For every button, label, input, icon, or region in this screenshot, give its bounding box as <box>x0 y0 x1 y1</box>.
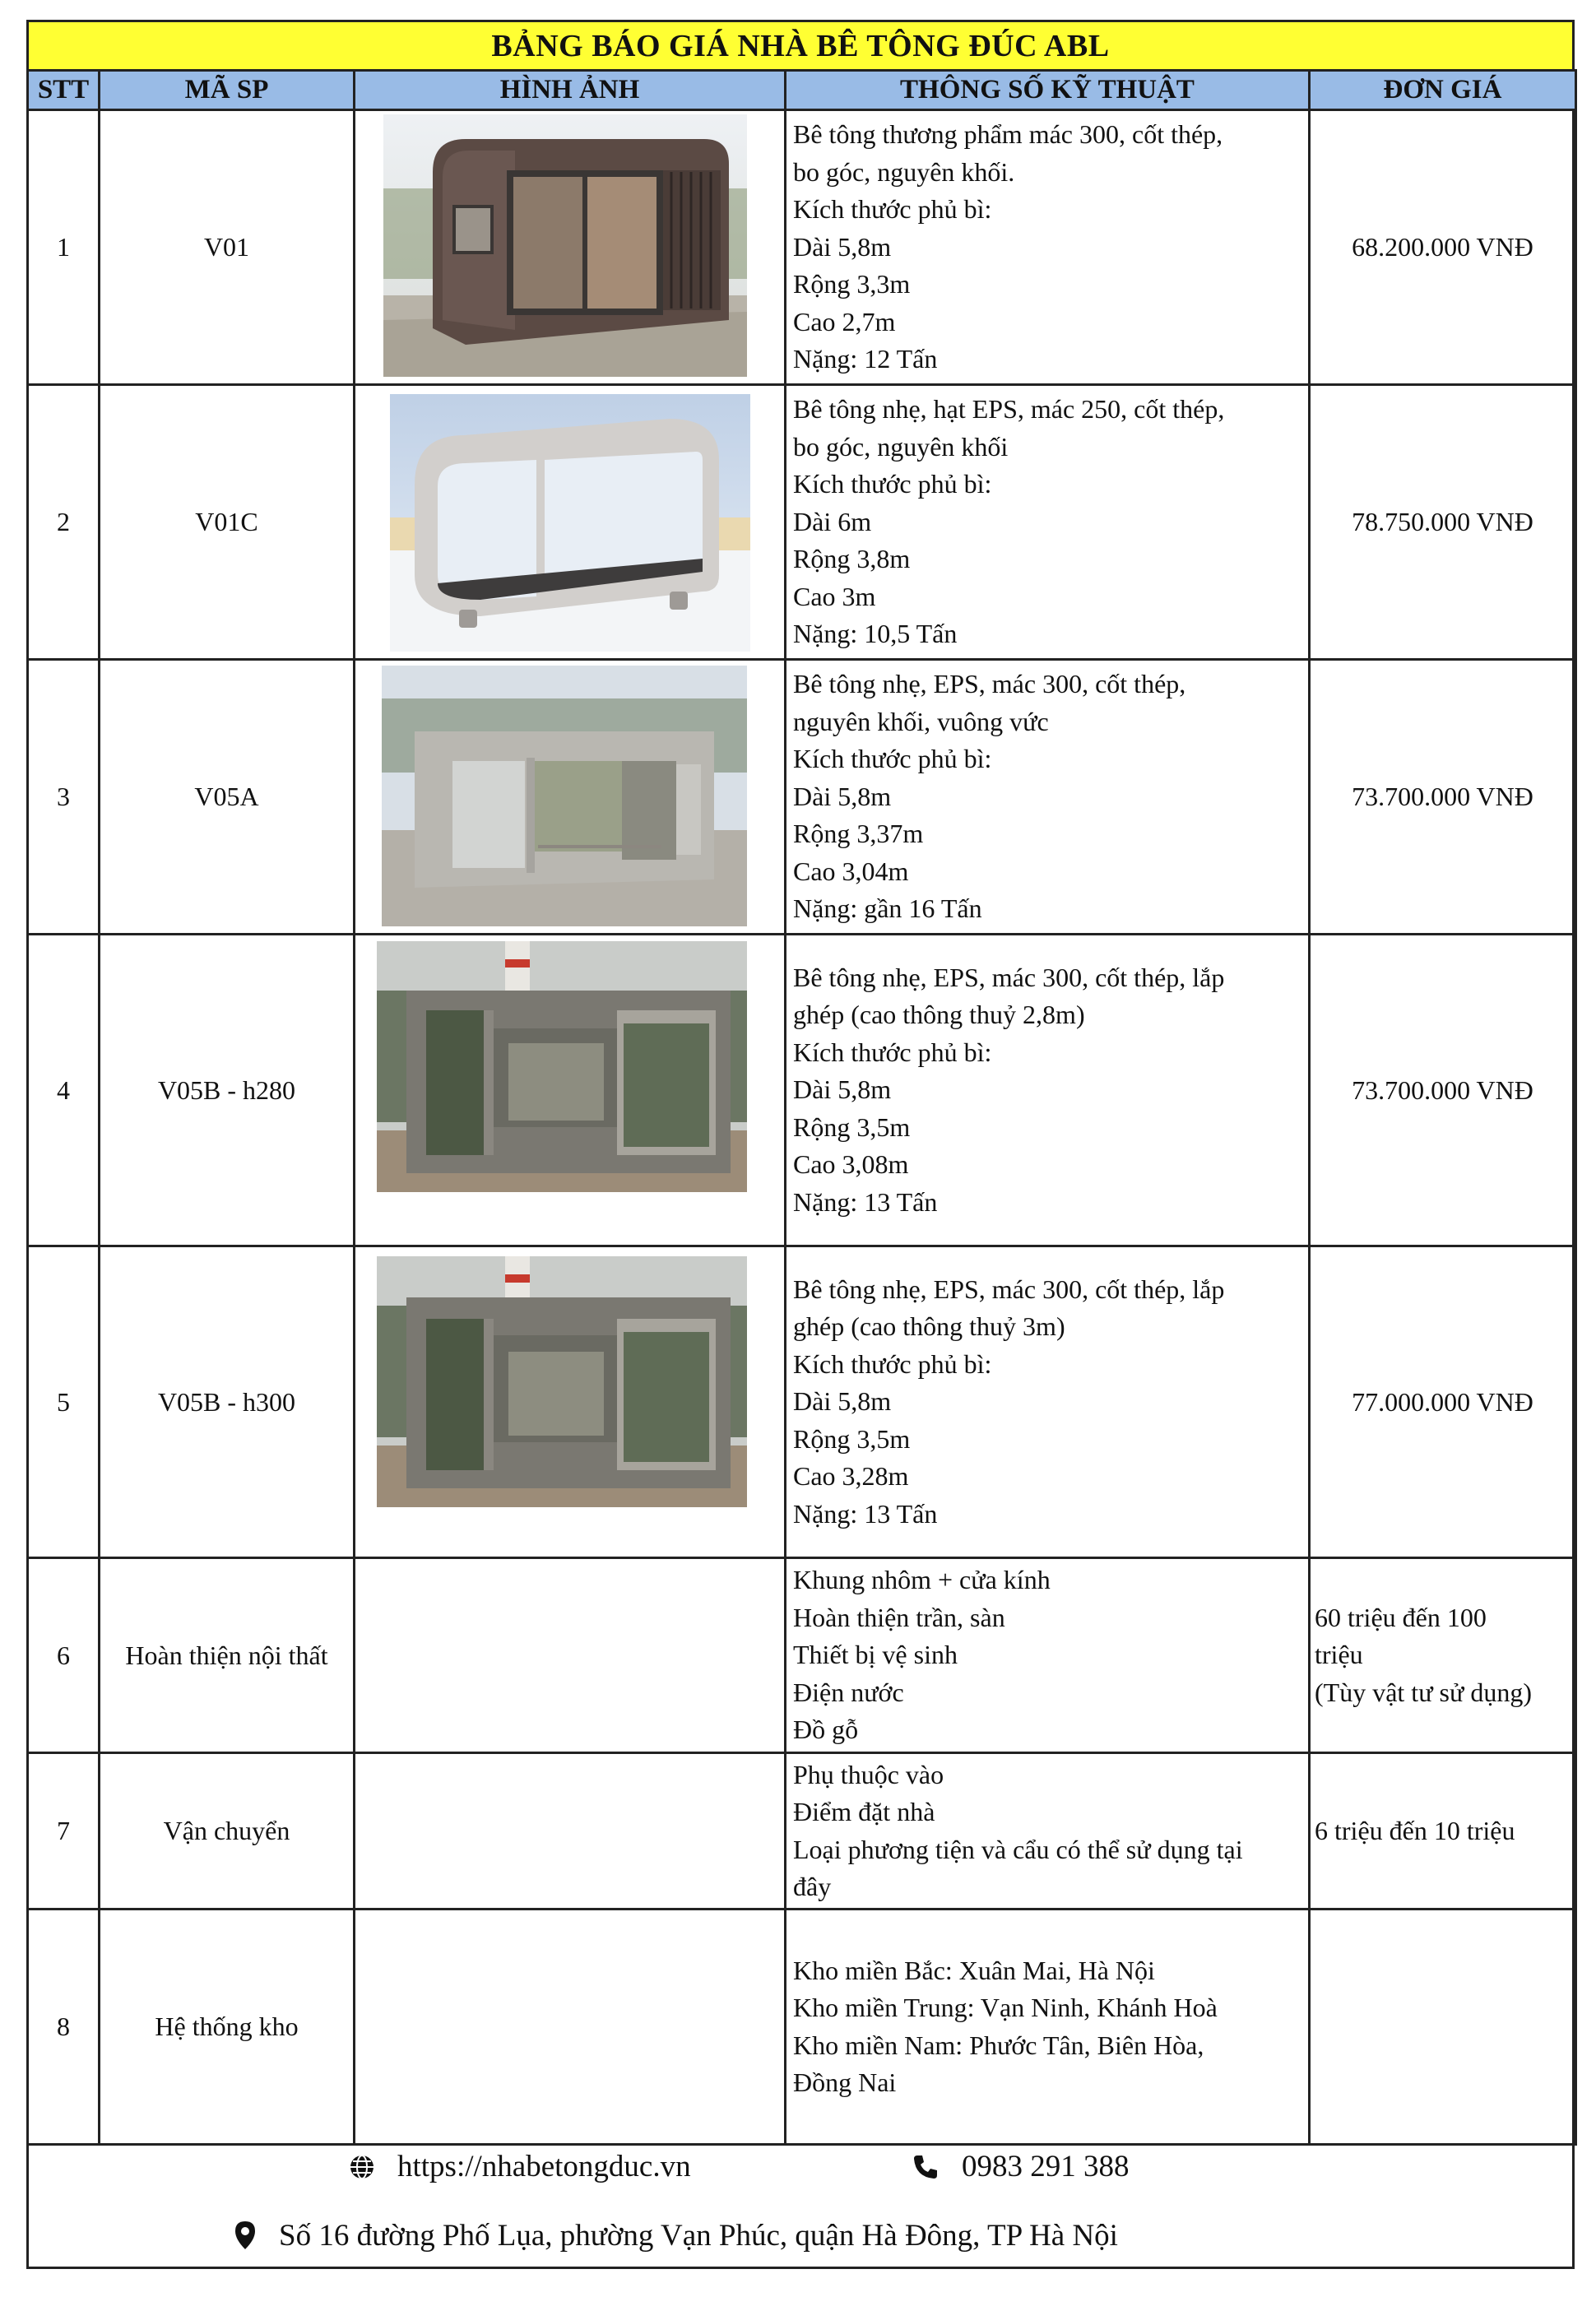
row-image-cell <box>355 1558 786 1753</box>
phone-number[interactable]: 0983 291 388 <box>962 2150 1130 2183</box>
phone-line[interactable] <box>911 2149 1130 2184</box>
spec-line: Rộng 3,8m <box>793 544 911 574</box>
row-spec <box>786 1910 1310 2145</box>
spec-line: Nặng: 13 Tấn <box>793 1498 938 1529</box>
row-image-cell <box>355 385 786 660</box>
table-row <box>28 1246 1576 1558</box>
spec-line: Rộng 3,3m <box>793 269 911 299</box>
address-text: Số 16 đường Phố Lụa, phường Vạn Phúc, quận Hà Đông, TP Hà Nội <box>279 2219 1118 2253</box>
spec-line: Đồng Nai <box>793 2067 897 2097</box>
map-pin-icon <box>233 2220 257 2253</box>
page-title: BẢNG BÁO GIÁ NHÀ BÊ TÔNG ĐÚC ABL <box>29 22 1572 72</box>
spec-line: Dài 5,8m <box>793 231 892 262</box>
row-code: Vận chuyển <box>100 1753 355 1910</box>
row-code: V05B - h300 <box>100 1246 355 1558</box>
spec-line: Cao 3,08m <box>793 1149 909 1180</box>
row-stt: 7 <box>28 1753 100 1910</box>
row-stt: 3 <box>28 660 100 935</box>
price-line: (Tùy vật tư sử dụng) <box>1315 1677 1532 1707</box>
spec-line: Cao 2,7m <box>793 306 896 336</box>
price-line: 6 triệu đến 10 triệu <box>1315 1815 1515 1845</box>
spec-line: Kích thước phủ bì: <box>793 194 992 225</box>
row-spec <box>786 1558 1310 1753</box>
row-stt: 4 <box>28 935 100 1246</box>
spec-line: Kích thước phủ bì: <box>793 1037 992 1067</box>
spec-line: Bê tông nhẹ, EPS, mác 300, cốt thép, lắp <box>793 1274 1225 1304</box>
row-image-cell <box>355 1753 786 1910</box>
spec-line: nguyên khối, vuông vức <box>793 706 1049 736</box>
row-stt: 8 <box>28 1910 100 2145</box>
table-row <box>28 110 1576 385</box>
capsule-house-v01-photo <box>383 114 747 377</box>
row-image-cell <box>355 1910 786 2145</box>
row-price: 73.700.000 VNĐ <box>1310 660 1576 935</box>
row-stt: 5 <box>28 1246 100 1558</box>
spec-line: Bê tông nhẹ, EPS, mác 300, cốt thép, lắp <box>793 962 1225 992</box>
row-price: 73.700.000 VNĐ <box>1310 935 1576 1246</box>
spec-line: Kích thước phủ bì: <box>793 469 992 499</box>
capsule-frame-v01c-render <box>390 394 750 652</box>
spec-line: Nặng: 10,5 Tấn <box>793 619 958 649</box>
spec-line: Điểm đặt nhà <box>793 1797 935 1826</box>
spec-line: Cao 3,28m <box>793 1461 909 1492</box>
header-code: MÃ SP <box>100 71 355 110</box>
spec-line: Loại phương tiện và cẩu có thể sử dụng tại <box>793 1834 1243 1864</box>
row-spec <box>786 660 1310 935</box>
price-line: 60 triệu đến 100 <box>1315 1602 1487 1632</box>
price-table <box>26 69 1577 2146</box>
price-sheet <box>26 20 1575 2269</box>
spec-line: Kho miền Trung: Vạn Ninh, Khánh Hoà <box>793 1993 1218 2022</box>
header-price: ĐƠN GIÁ <box>1310 71 1576 110</box>
spec-line: Rộng 3,37m <box>793 819 924 849</box>
row-price <box>1310 1558 1576 1753</box>
row-stt: 6 <box>28 1558 100 1753</box>
spec-line: Rộng 3,5m <box>793 1423 911 1454</box>
table-row <box>28 385 1576 660</box>
row-price: 78.750.000 VNĐ <box>1310 385 1576 660</box>
spec-line: Dài 5,8m <box>793 781 892 811</box>
row-stt: 2 <box>28 385 100 660</box>
table-row <box>28 935 1576 1246</box>
spec-line: Cao 3m <box>793 581 876 611</box>
row-price: 77.000.000 VNĐ <box>1310 1246 1576 1558</box>
spec-line: Đồ gỗ <box>793 1715 859 1745</box>
spec-line: Nặng: gần 16 Tấn <box>793 893 982 924</box>
spec-line: Nặng: 12 Tấn <box>793 344 938 374</box>
row-code: V05B - h280 <box>100 935 355 1246</box>
table-row <box>28 1753 1576 1910</box>
row-price: 68.200.000 VNĐ <box>1310 110 1576 385</box>
spec-line: đây <box>793 1872 832 1901</box>
row-image-cell <box>355 1246 786 1558</box>
address-line <box>233 2218 1118 2253</box>
spec-line: ghép (cao thông thuỷ 3m) <box>793 1311 1065 1342</box>
phone-icon <box>911 2152 940 2182</box>
row-price <box>1310 1753 1576 1910</box>
row-spec <box>786 1753 1310 1910</box>
price-line: triệu <box>1315 1640 1363 1670</box>
row-code: Hoàn thiện nội thất <box>100 1558 355 1753</box>
spec-line: Bê tông thương phẩm mác 300, cốt thép, <box>793 119 1223 150</box>
spec-line: Bê tông nhẹ, EPS, mác 300, cốt thép, <box>793 669 1186 699</box>
spec-line: Kho miền Bắc: Xuân Mai, Hà Nội <box>793 1955 1155 1985</box>
row-spec <box>786 1246 1310 1558</box>
spec-line: Dài 5,8m <box>793 1074 892 1105</box>
contact-footer <box>29 2142 1572 2267</box>
row-stt: 1 <box>28 110 100 385</box>
table-row <box>28 1910 1576 2145</box>
spec-line: bo góc, nguyên khối <box>793 431 1009 462</box>
spec-line: Phụ thuộc vào <box>793 1759 944 1789</box>
table-row <box>28 1558 1576 1753</box>
spec-line: Kho miền Nam: Phước Tân, Biên Hòa, <box>793 2030 1204 2060</box>
spec-line: Bê tông nhẹ, hạt EPS, mác 250, cốt thép, <box>793 394 1225 425</box>
website-line[interactable] <box>348 2149 691 2184</box>
spec-line: Nặng: 13 Tấn <box>793 1186 938 1217</box>
spec-line: Dài 5,8m <box>793 1386 892 1417</box>
concrete-frame-v05b-h280-photo <box>377 941 747 1192</box>
table-row <box>28 660 1576 935</box>
spec-line: Thiết bị vệ sinh <box>793 1640 958 1670</box>
row-image-cell <box>355 110 786 385</box>
row-code: V05A <box>100 660 355 935</box>
spec-line: Điện nước <box>793 1677 904 1707</box>
row-code: V01C <box>100 385 355 660</box>
row-price <box>1310 1910 1576 2145</box>
spec-line: Khung nhôm + cửa kính <box>793 1565 1051 1595</box>
spec-line: Kích thước phủ bì: <box>793 744 992 774</box>
row-image-cell <box>355 935 786 1246</box>
spec-line: Cao 3,04m <box>793 856 909 886</box>
spec-line: Dài 6m <box>793 506 872 536</box>
row-spec <box>786 385 1310 660</box>
row-image-cell <box>355 660 786 935</box>
globe-icon <box>348 2153 376 2181</box>
row-spec <box>786 935 1310 1246</box>
spec-line: ghép (cao thông thuỷ 2,8m) <box>793 1000 1085 1030</box>
website-link[interactable]: https://nhabetongduc.vn <box>397 2150 691 2183</box>
concrete-frame-v05b-h300-photo <box>377 1256 747 1507</box>
header-spec: THÔNG SỐ KỸ THUẬT <box>786 71 1310 110</box>
spec-line: Rộng 3,5m <box>793 1111 911 1142</box>
header-stt: STT <box>28 71 100 110</box>
row-code: Hệ thống kho <box>100 1910 355 2145</box>
header-image: HÌNH ẢNH <box>355 71 786 110</box>
concrete-frame-v05a-photo <box>382 666 747 926</box>
row-code: V01 <box>100 110 355 385</box>
row-spec <box>786 110 1310 385</box>
spec-line: Hoàn thiện trần, sàn <box>793 1602 1005 1632</box>
table-header-row <box>28 71 1576 110</box>
spec-line: Kích thước phủ bì: <box>793 1348 992 1379</box>
spec-line: bo góc, nguyên khối. <box>793 156 1015 187</box>
